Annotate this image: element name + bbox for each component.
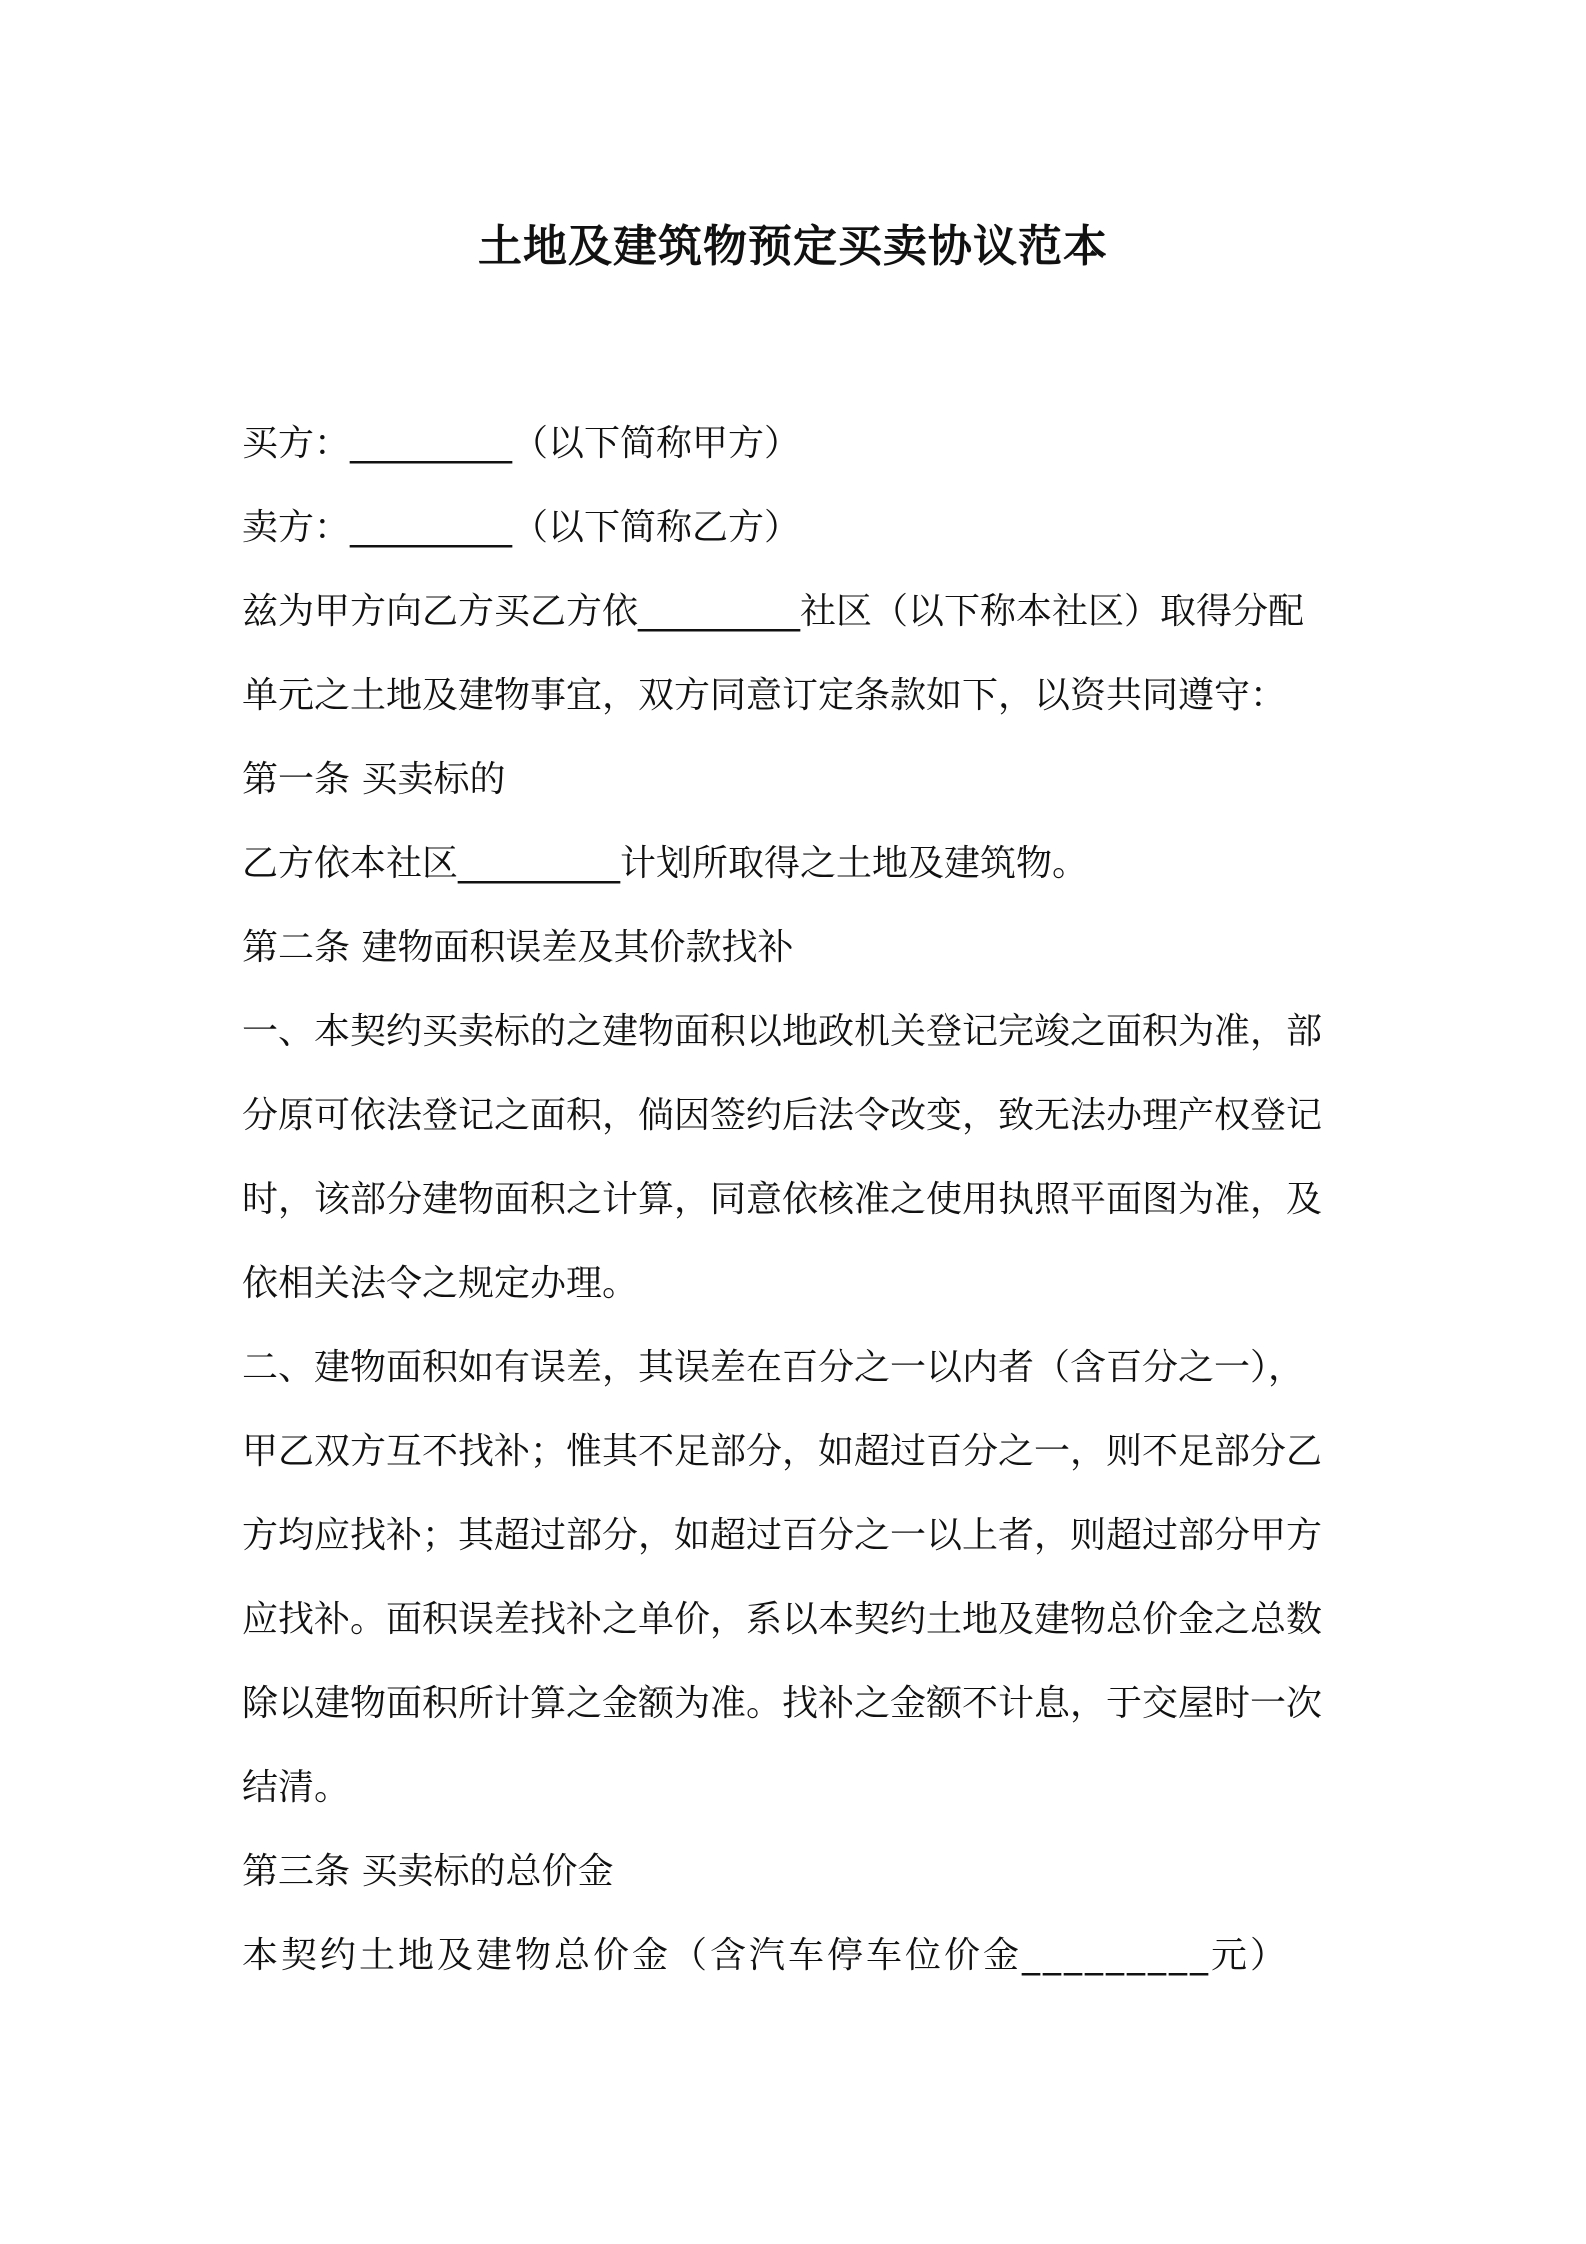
clause-text: 二、建物面积如有误差，其误差在百分之一以内者（含百分之一），: [242, 1347, 1305, 1388]
clause-text: 一、本契约买卖标的之建物面积以地政机关登记完竣之面积为准，部: [242, 1011, 1323, 1052]
article-text: 本契约土地及建物总价金（含汽车停车位价金_________元）: [242, 1935, 1290, 1976]
clause-text: 甲乙双方互不找补；惟其不足部分，如超过百分之一，则不足部分乙: [242, 1431, 1323, 1472]
clause-text: 方均应找补；其超过部分，如超过百分之一以上者，则超过部分甲方: [242, 1515, 1323, 1556]
clause-text: 时，该部分建物面积之计算，同意依核准之使用执照平面图为准，及: [242, 1179, 1323, 1220]
document-title: 土地及建筑物预定买卖协议范本: [478, 221, 1108, 272]
article-heading: 第一条 买卖标的: [242, 759, 506, 800]
article-text: 乙方依本社区_________计划所取得之土地及建筑物。: [242, 843, 1089, 884]
clause-text: 结清。: [242, 1767, 351, 1808]
article-heading: 第三条 买卖标的总价金: [242, 1851, 614, 1892]
article-heading: 第二条 建物面积误差及其价款找补: [242, 927, 794, 968]
clause-text: 应找补。面积误差找补之单价，系以本契约土地及建物总价金之总数: [242, 1599, 1323, 1640]
seller-line: 卖方：_________（以下简称乙方）: [242, 507, 801, 548]
preamble-line: 单元之土地及建物事宜，双方同意订定条款如下，以资共同遵守：: [242, 675, 1287, 716]
preamble-line: 兹为甲方向乙方买乙方依_________社区（以下称本社区）取得分配: [242, 591, 1305, 632]
clause-text: 除以建物面积所计算之金额为准。找补之金额不计息，于交屋时一次: [242, 1683, 1323, 1724]
buyer-line: 买方：_________（以下简称甲方）: [242, 423, 801, 464]
document-body: [242, 402, 1362, 1998]
clause-text: 依相关法令之规定办理。: [242, 1263, 639, 1304]
clause-text: 分原可依法登记之面积，倘因签约后法令改变，致无法办理产权登记: [242, 1095, 1323, 1136]
